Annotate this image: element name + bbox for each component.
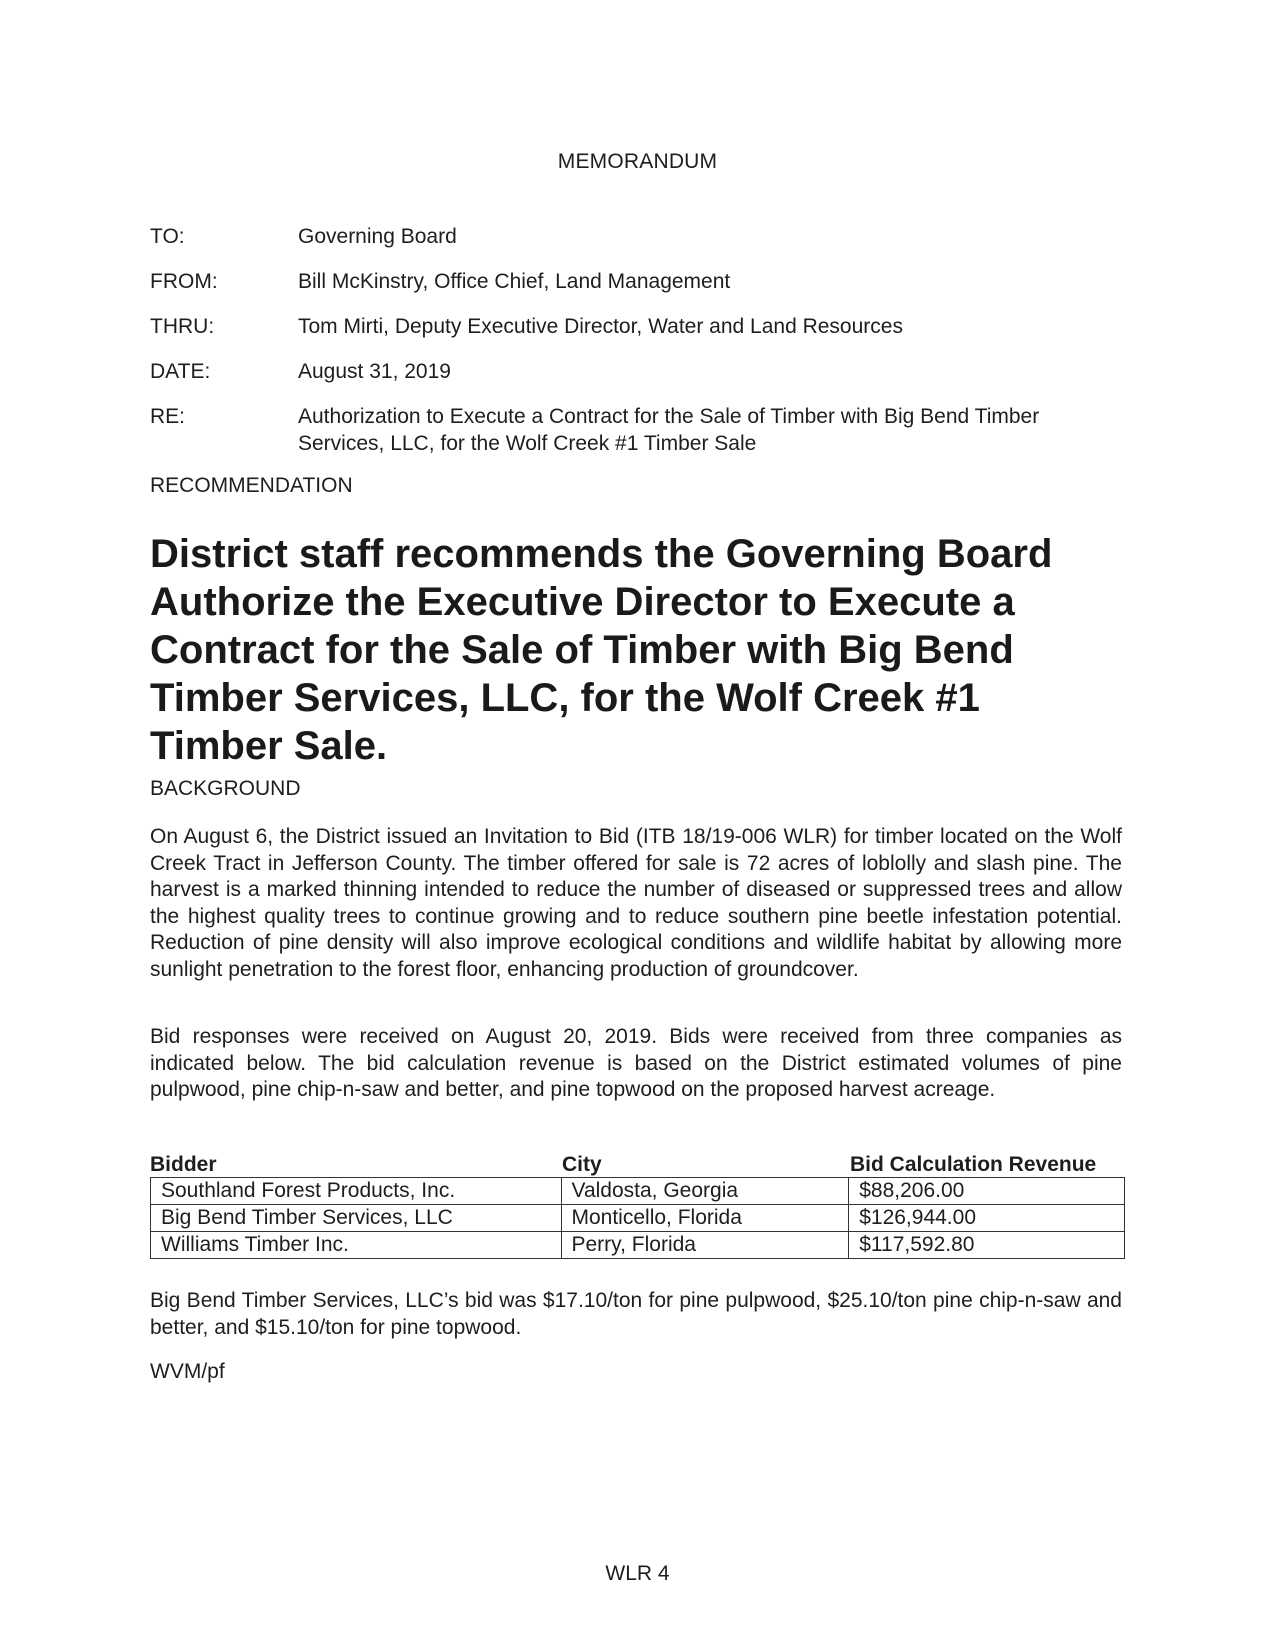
bidder-cell: Big Bend Timber Services, LLC [151,1205,562,1232]
bid-detail-paragraph: Big Bend Timber Services, LLC’s bid was $17.10/ton for pine pulpwood, $25.10/ton pine chip-n-saw and better, and $15.10/ton for pine topwood. [150,1289,1122,1339]
city-cell: Monticello, Florida [561,1205,849,1232]
revenue-cell: $117,592.80 [849,1232,1125,1259]
bid-table-body [150,1177,1125,1259]
recommendation-text: District staff recommends the Governing Board Authorize the Executive Director to Execute a Contract for the Sale of Timber with Big Bend Timber Services, LLC, for the Wolf Creek #1 Timber Sale. [150,532,1053,768]
bidder-cell: Williams Timber Inc. [151,1232,562,1259]
table-row [151,1232,1125,1259]
from-value: Bill McKinstry, Office Chief, Land Management [298,270,731,293]
date-label: DATE: [150,360,211,383]
thru-value: Tom Mirti, Deputy Executive Director, Water and Land Resources [298,315,903,338]
author-initials: WVM/pf [150,1360,225,1383]
background-paragraph-2: Bid responses were received on August 20, 2019. Bids were received from three companies as indicated below. The bid calculation revenue is based on the District estimated volumes of pine pulpwood, pine chip-n-saw and better, and pine topwood on the proposed harvest acreage. [150,1025,1122,1101]
bidder-column-header: Bidder [150,1153,217,1176]
bidder-cell: Southland Forest Products, Inc. [151,1178,562,1205]
thru-label: THRU: [150,315,215,338]
background-heading: BACKGROUND [150,777,301,800]
from-label: FROM: [150,270,218,293]
recommendation-heading: RECOMMENDATION [150,474,353,497]
city-cell: Perry, Florida [561,1232,849,1259]
revenue-column-header: Bid Calculation Revenue [850,1153,1097,1176]
re-label: RE: [150,405,186,428]
city-column-header: City [562,1153,602,1176]
date-value: August 31, 2019 [298,360,451,383]
city-cell: Valdosta, Georgia [561,1178,849,1205]
page-number: WLR 4 [605,1562,670,1585]
bid-table-header [150,1153,1125,1177]
revenue-cell: $88,206.00 [849,1178,1125,1205]
background-paragraph-1: On August 6, the District issued an Invitation to Bid (ITB 18/19-006 WLR) for timber located on the Wolf Creek Tract in Jefferson County. The timber offered for sale is 72 acres of loblolly and slash pine. The harvest is a marked thinning intended to reduce the number of diseased or suppressed trees and allow the highest quality trees to continue growing and to reduce southern pine beetle infestation potential. Reduction of pine density will also improve ecological conditions and wildlife habitat by allowing more sunlight penetration to the forest floor, enhancing production of groundcover. [150,825,1122,981]
table-row [151,1178,1125,1205]
revenue-cell: $126,944.00 [849,1205,1125,1232]
table-row [151,1205,1125,1232]
memo-title: MEMORANDUM [557,150,718,173]
to-value: Governing Board [298,225,457,248]
re-value: Authorization to Execute a Contract for the Sale of Timber with Big Bend Timber Services, LLC, for the Wolf Creek #1 Timber Sale [298,405,1040,455]
bid-table [150,1153,1125,1259]
to-label: TO: [150,225,185,248]
